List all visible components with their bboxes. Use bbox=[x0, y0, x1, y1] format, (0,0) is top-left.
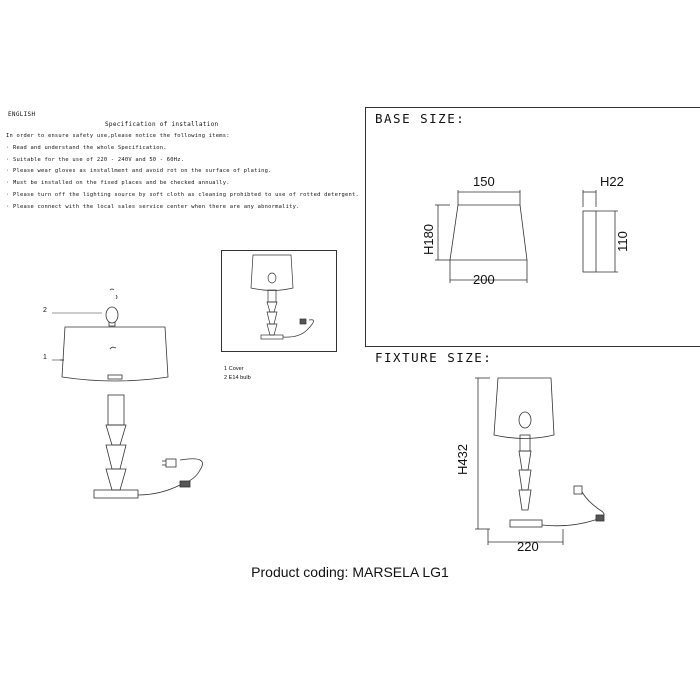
dim-shade-top: 150 bbox=[473, 174, 495, 189]
legend-item: 2 E14 bulb bbox=[224, 375, 251, 381]
dim-shade-height: H180 bbox=[421, 223, 437, 256]
instructions-list bbox=[6, 131, 359, 214]
callout-bulb: 2 bbox=[43, 307, 47, 314]
language-label: ENGLISH bbox=[8, 111, 36, 118]
product-coding: Product coding: MARSELA LG1 bbox=[251, 564, 449, 580]
instruction-line: · Must be installed on the fixed places and be checked annually. bbox=[6, 180, 230, 187]
parts-legend bbox=[224, 365, 251, 383]
callout-cover: 1 bbox=[43, 354, 47, 361]
dim-shade-bottom: 200 bbox=[473, 272, 495, 287]
instruction-line: In order to ensure safety use,please notice the following items: bbox=[6, 133, 230, 139]
instruction-line: · Read and understand the whole Specification. bbox=[6, 144, 167, 151]
legend-item: 1 Cover bbox=[224, 366, 244, 372]
fixture-size-title: FIXTURE SIZE: bbox=[375, 350, 493, 365]
exploded-lamp-drawing bbox=[40, 285, 220, 515]
dim-profile-width: H22 bbox=[600, 174, 624, 189]
assembled-lamp-drawing bbox=[221, 250, 335, 350]
fixture-size-drawing bbox=[470, 370, 620, 550]
instruction-line: · Please connect with the local sales service center when there are any abnormality. bbox=[6, 203, 300, 210]
divider-vertical bbox=[365, 107, 366, 347]
divider-top bbox=[365, 107, 700, 108]
instructions-title: Specification of installation bbox=[105, 121, 219, 128]
base-size-title: BASE SIZE: bbox=[375, 111, 466, 126]
dim-profile-height: 110 bbox=[614, 231, 630, 252]
instruction-line: · Please wear gloves as installment and avoid rot on the surface of plating. bbox=[6, 168, 272, 175]
divider-middle bbox=[365, 346, 700, 347]
dim-fixture-width: 220 bbox=[517, 539, 539, 554]
dim-fixture-height: H432 bbox=[455, 443, 471, 476]
instruction-line: · Please turn off the lighting source by soft cloth as cleaning prohibted to use of rotted detergent. bbox=[6, 191, 360, 198]
instruction-line: · Suitable for the use of 220 - 240V and 50 - 60Hz. bbox=[6, 156, 185, 163]
